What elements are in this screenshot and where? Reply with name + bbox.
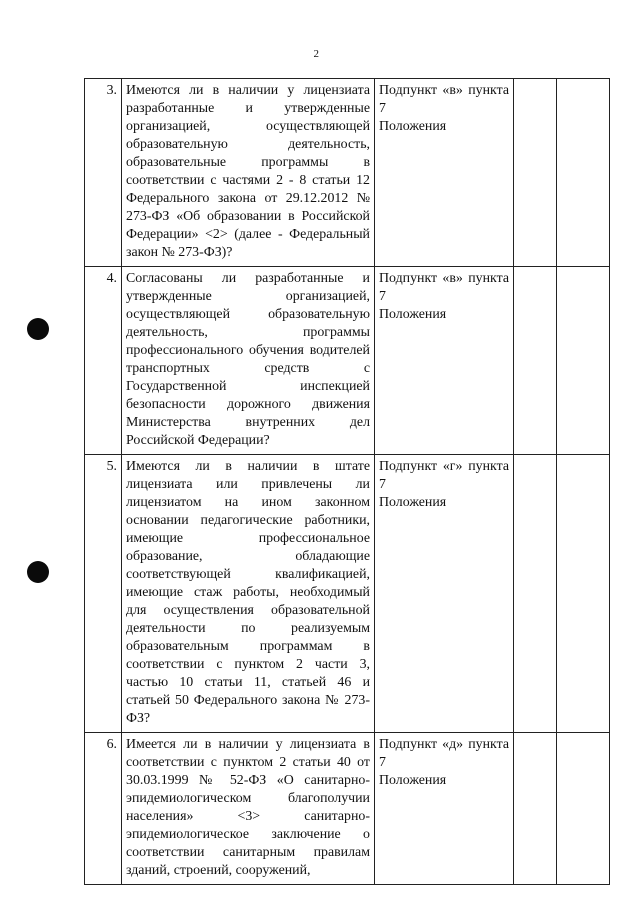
reference-clause: Подпункт «в» пункта 7 xyxy=(379,271,509,304)
answer-cell xyxy=(514,267,557,455)
reference-document: Положения xyxy=(379,495,447,510)
answer-cell xyxy=(514,733,557,885)
punch-hole-mark xyxy=(27,561,49,583)
punch-hole-mark xyxy=(27,318,49,340)
reference-document: Положения xyxy=(379,119,447,134)
table-row xyxy=(85,455,610,733)
reference-document: Положения xyxy=(379,773,447,788)
notes-cell xyxy=(557,79,610,267)
checklist-table xyxy=(84,78,610,885)
page-number: 2 xyxy=(313,48,320,60)
item-question: Имеется ли в наличии у лицензиата в соответствии с пунктом 2 статьи 40 от 30.03.1999 № 52-ФЗ «О санитарно-эпидемиологическом благополучии населения» <3> санитарно-эпидемиологическое заключение о соответствии санитарным правилам зданий, строений, сооружений, xyxy=(122,733,375,885)
reference-clause: Подпункт «г» пункта 7 xyxy=(379,459,509,492)
item-question: Имеются ли в наличии в штате лицензиата или привлечены ли лицензиатом на ином законном основании педагогические работники, имеющие профессиональное образование, обладающие соответствующей квалификацией, имеющие стаж работы, необходимый для осуществления образовательной деятельности по реализуемым образовательным программам в соответствии с пунктом 2 части 3, частью 10 статьи 11, статьей 46 и статьей 50 Федерального закона № 273-ФЗ? xyxy=(122,455,375,733)
table-row xyxy=(85,733,610,885)
table-row xyxy=(85,79,610,267)
item-number: 6. xyxy=(85,733,122,885)
notes-cell xyxy=(557,455,610,733)
table-row xyxy=(85,267,610,455)
item-legal-reference xyxy=(375,79,514,267)
reference-clause: Подпункт «в» пункта 7 xyxy=(379,83,509,116)
answer-cell xyxy=(514,79,557,267)
item-legal-reference xyxy=(375,455,514,733)
item-legal-reference xyxy=(375,733,514,885)
item-legal-reference xyxy=(375,267,514,455)
notes-cell xyxy=(557,267,610,455)
item-question: Согласованы ли разработанные и утвержденные организацией, осуществляющей образовательную деятельность, программы профессионального обучения водителей транспортных средств с Государственной инспекцией безопасности дорожного движения Министерства внутренних дел Российской Федерации? xyxy=(122,267,375,455)
item-number: 3. xyxy=(85,79,122,267)
answer-cell xyxy=(514,455,557,733)
item-number: 5. xyxy=(85,455,122,733)
reference-document: Положения xyxy=(379,307,447,322)
notes-cell xyxy=(557,733,610,885)
reference-clause: Подпункт «д» пункта 7 xyxy=(379,737,509,770)
item-number: 4. xyxy=(85,267,122,455)
item-question: Имеются ли в наличии у лицензиата разработанные и утвержденные организацией, осуществляющей образовательную деятельность, образовательные программы в соответствии с частями 2 - 8 статьи 12 Федерального закона от 29.12.2012 № 273-ФЗ «Об образовании в Российской Федерации» <2> (далее - Федеральный закон № 273-ФЗ)? xyxy=(122,79,375,267)
